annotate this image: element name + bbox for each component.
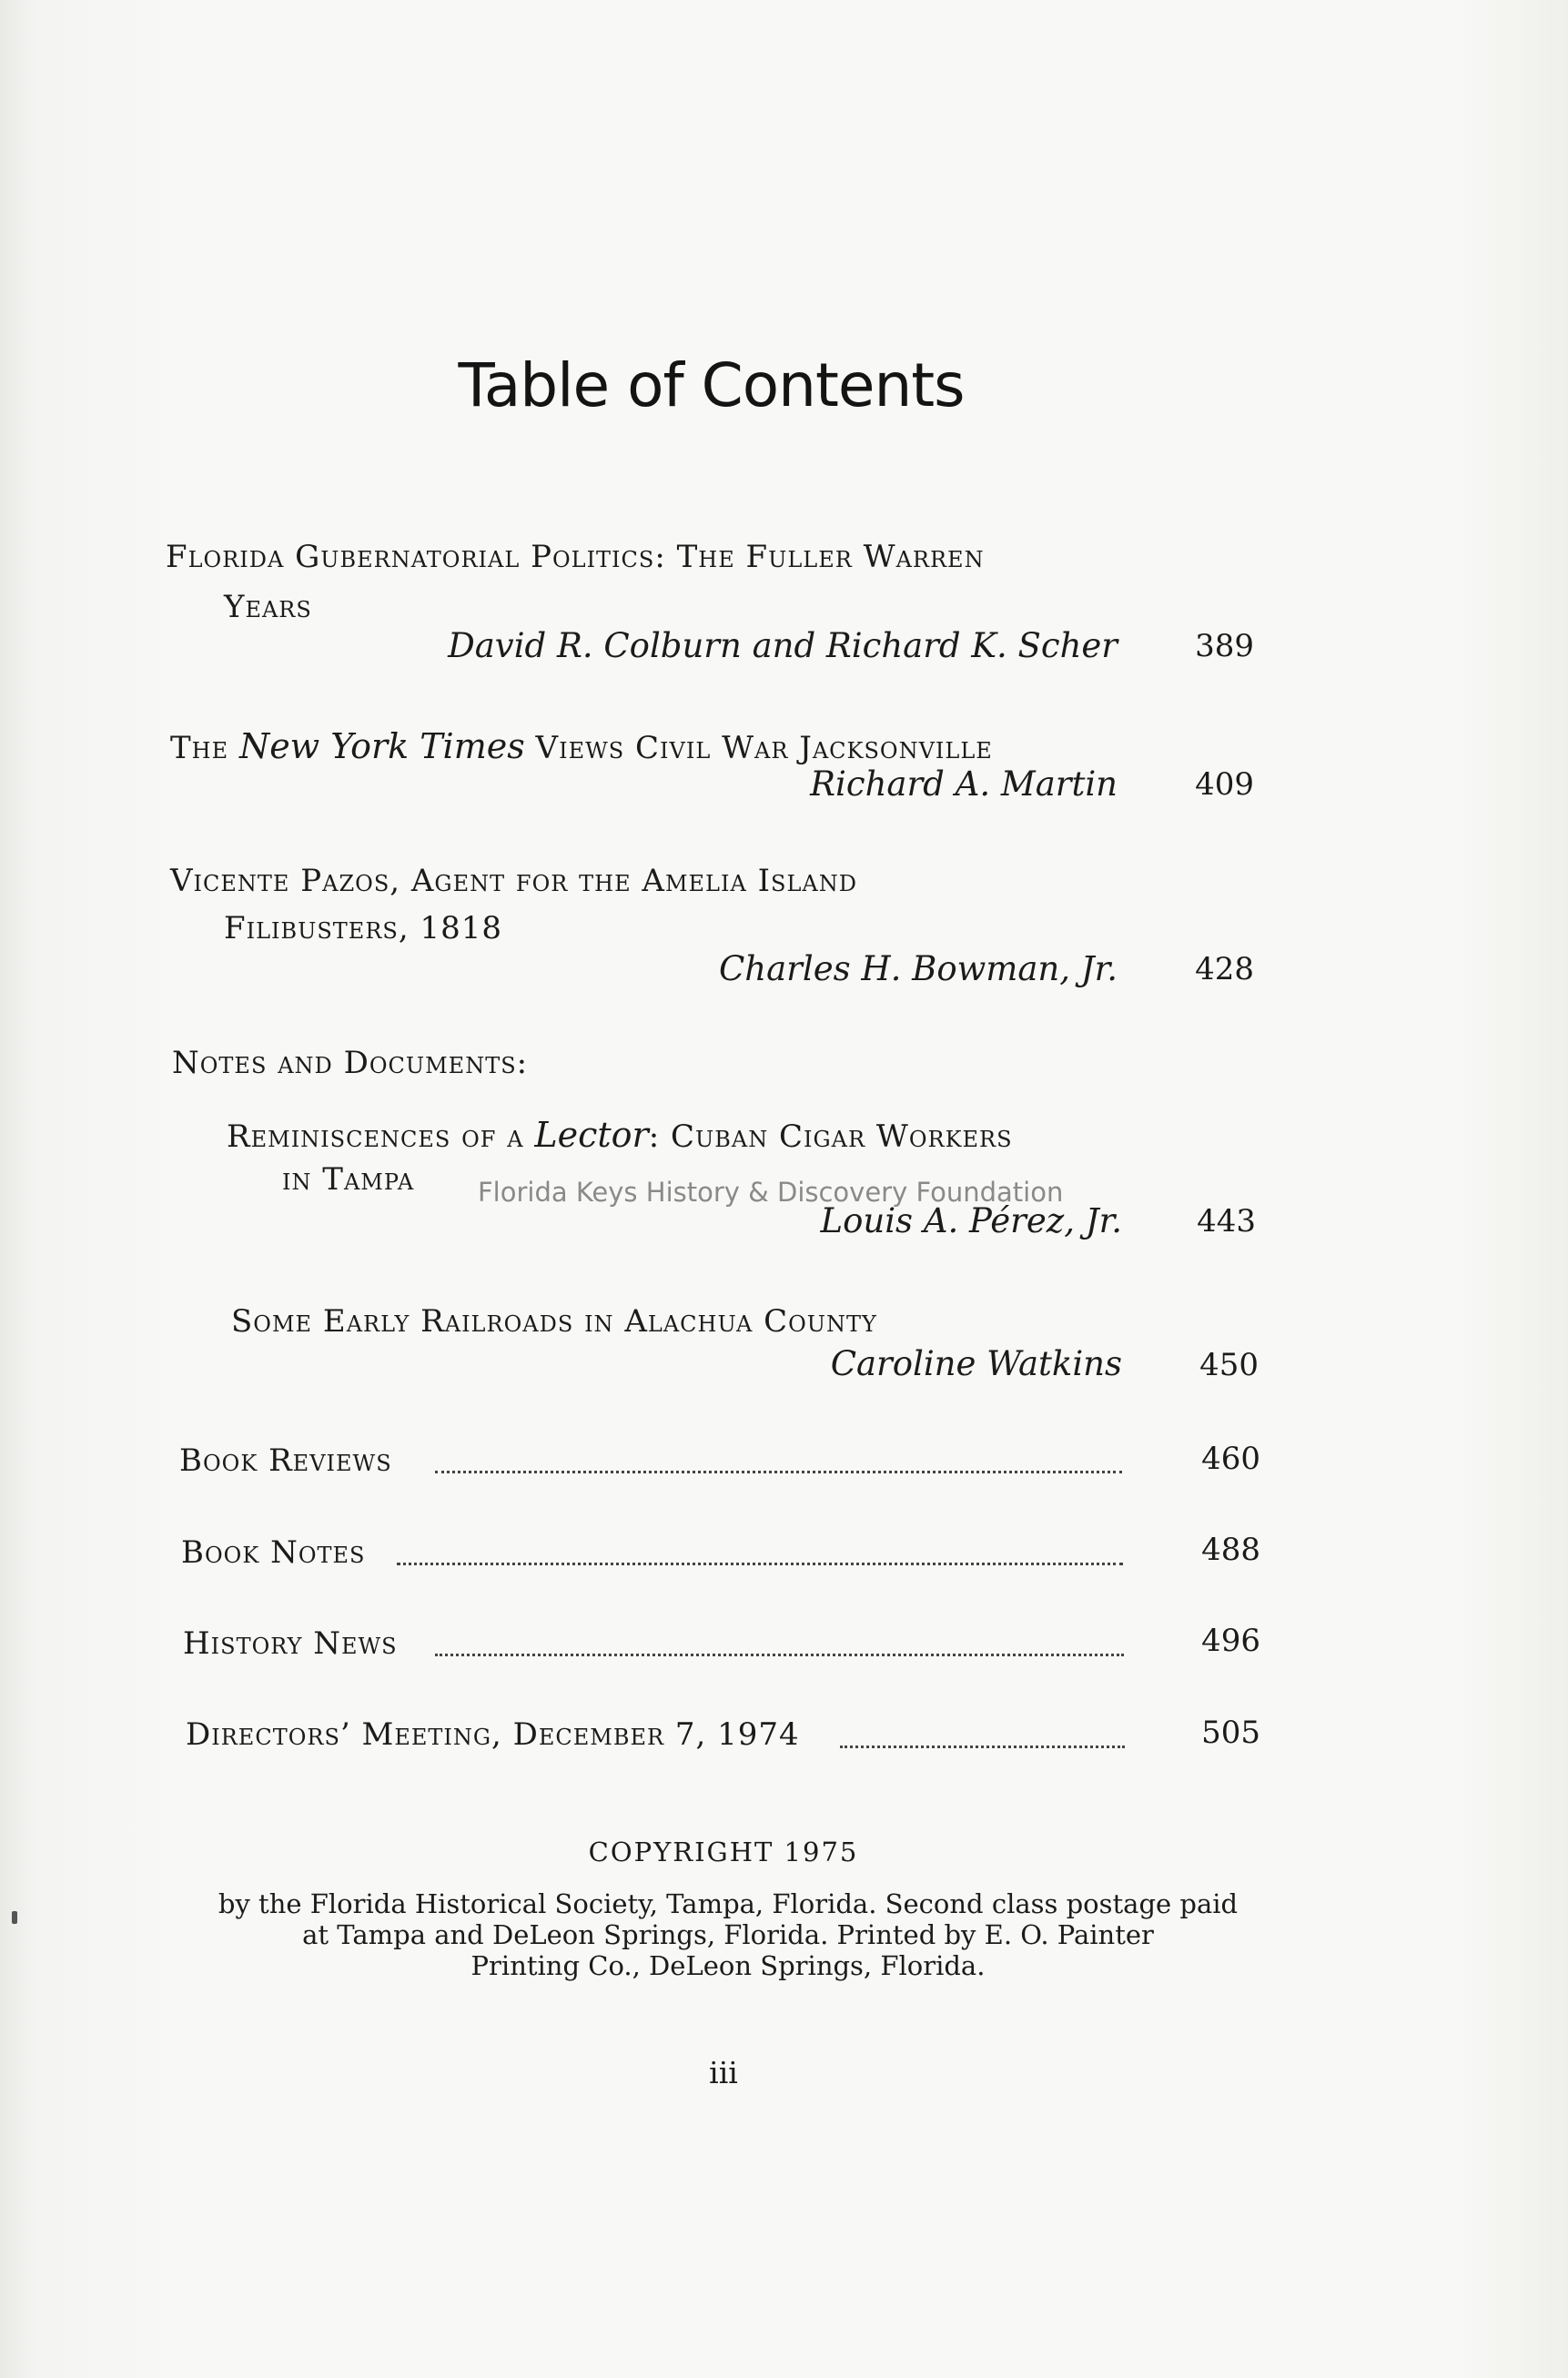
toc-entry-author: Caroline Watkins (830, 1344, 1122, 1383)
toc-section-page: 488 (1201, 1532, 1260, 1568)
toc-entry-page: 428 (1195, 951, 1254, 987)
toc-entry-author: Charles H. Bowman, Jr. (718, 949, 1118, 988)
publication-info (182, 1888, 1274, 1981)
toc-entry-title-post: : Cuban Cigar Workers (648, 1118, 1013, 1155)
toc-entry-author: Louis A. Pérez, Jr. (820, 1201, 1122, 1240)
leader-dots (840, 1746, 1125, 1748)
publication-info-line: by the Florida Historical Society, Tampa, Florida. Second class postage paid (217, 1888, 1239, 1919)
section-heading-notes: Notes and Documents: (172, 1045, 529, 1081)
toc-entry-author: Richard A. Martin (810, 764, 1118, 804)
toc-section-page: 496 (1201, 1623, 1260, 1659)
leader-dots (435, 1654, 1124, 1656)
toc-entry-title-italic: Lector (534, 1115, 649, 1155)
publication-info-line: Printing Co., DeLeon Springs, Florida. (470, 1950, 986, 1981)
leader-dots (397, 1563, 1123, 1565)
toc-entry-title-cont: Filibusters, 1818 (224, 910, 502, 946)
toc-entry-page: 450 (1199, 1347, 1259, 1383)
publication-info-line: at Tampa and DeLeon Springs, Florida. Printed by E. O. Painter (302, 1919, 1154, 1950)
toc-entry-title-pre: Reminiscences of a (227, 1118, 535, 1155)
page-number: iii (709, 2055, 738, 2090)
toc-section-label: Book Notes (181, 1534, 366, 1571)
toc-section-label: Directors’ Meeting, December 7, 1974 (186, 1716, 800, 1753)
toc-section-page: 460 (1201, 1441, 1260, 1477)
toc-entry-title-italic: New York Times (238, 726, 525, 766)
toc-entry-author: David R. Colburn and Richard K. Scher (448, 626, 1118, 665)
toc-entry-title (227, 1115, 1013, 1155)
leader-dots (435, 1471, 1122, 1473)
toc-entry-title-cont: in Tampa (282, 1161, 415, 1198)
toc-section-page: 505 (1201, 1715, 1260, 1751)
binding-mark (12, 1911, 17, 1924)
copyright-heading: COPYRIGHT 1975 (588, 1837, 859, 1867)
toc-entry-title: Florida Gubernatorial Politics: The Fuller Warren (166, 539, 985, 575)
toc-entry-title-cont: Years (224, 589, 312, 625)
toc-entry-title-post: Views Civil War Jacksonville (524, 730, 993, 766)
toc-section-label: History News (183, 1625, 398, 1662)
watermark: Florida Keys History & Discovery Foundation (478, 1177, 1064, 1208)
toc-entry-title-pre: The (170, 730, 239, 766)
toc-entry-page: 389 (1195, 628, 1254, 664)
toc-section-label: Book Reviews (179, 1442, 392, 1479)
toc-entry-page: 409 (1195, 766, 1254, 803)
toc-entry-title: Some Early Railroads in Alachua County (231, 1303, 877, 1340)
page-title: Table of Contents (458, 350, 965, 420)
toc-entry-title (170, 726, 993, 766)
toc-entry-title: Vicente Pazos, Agent for the Amelia Island (170, 863, 857, 899)
toc-entry-page: 443 (1197, 1203, 1256, 1240)
